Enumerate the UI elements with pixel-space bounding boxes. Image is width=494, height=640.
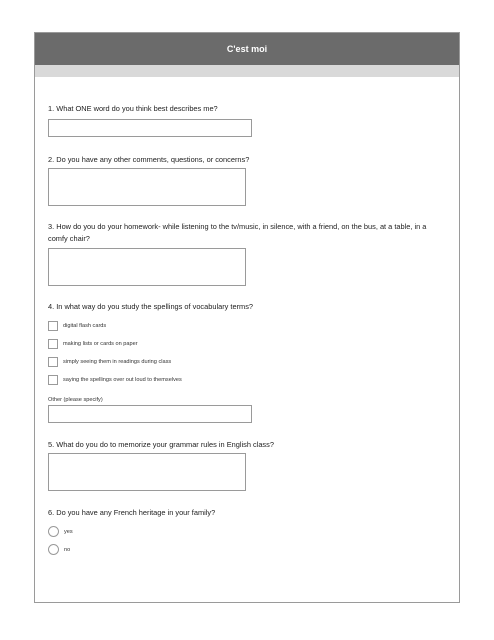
question-4-text: In what way do you study the spellings of vocabulary terms?: [56, 302, 254, 311]
question-3-textarea[interactable]: [48, 248, 246, 286]
question-1: [48, 103, 443, 115]
header-subbar: [35, 65, 459, 77]
question-2-number: 2.: [48, 155, 55, 164]
question-6-option-no[interactable]: [48, 544, 70, 555]
option-label: digital flash cards: [63, 323, 107, 329]
question-5-number: 5.: [48, 440, 55, 449]
question-1-input[interactable]: [48, 119, 252, 137]
question-4-option-4[interactable]: [48, 375, 182, 385]
question-5-text: What do you do to memorize your grammar rules in English class?: [56, 440, 274, 449]
question-4: [48, 301, 443, 313]
checkbox[interactable]: [48, 339, 58, 349]
question-2-text: Do you have any other comments, questions, or concerns?: [56, 155, 250, 164]
question-4-option-2[interactable]: [48, 339, 138, 349]
option-label: simply seeing them in readings during class: [63, 359, 172, 365]
question-2: [48, 154, 443, 166]
question-4-other-label: Other (please specify): [48, 397, 103, 403]
survey-title: C'est moi: [226, 44, 268, 54]
checkbox[interactable]: [48, 375, 58, 385]
checkbox[interactable]: [48, 321, 58, 331]
question-3-number: 3.: [48, 222, 55, 231]
option-label: making lists or cards on paper: [63, 341, 138, 347]
question-3-text: How do you do your homework- while listening to the tv/music, in silence, with a friend, on the bus, at a table, in a comfy chair?: [48, 222, 427, 243]
question-5-textarea[interactable]: [48, 453, 246, 491]
question-4-option-3[interactable]: [48, 357, 171, 367]
question-6-text: Do you have any French heritage in your family?: [56, 508, 216, 517]
question-2-textarea[interactable]: [48, 168, 246, 206]
checkbox[interactable]: [48, 357, 58, 367]
question-6-option-yes[interactable]: [48, 526, 73, 537]
option-label: saying the spellings over out loud to themselves: [63, 377, 182, 383]
question-4-option-1[interactable]: [48, 321, 106, 331]
radio-button[interactable]: [48, 526, 59, 537]
option-label: no: [64, 546, 71, 553]
question-3: [48, 221, 443, 245]
question-4-other-input[interactable]: [48, 405, 252, 423]
question-5: [48, 439, 443, 451]
question-1-text: What ONE word do you think best describes me?: [56, 104, 218, 113]
question-6-number: 6.: [48, 508, 55, 517]
radio-button[interactable]: [48, 544, 59, 555]
survey-header: [35, 33, 459, 65]
question-6: [48, 507, 443, 519]
question-1-number: 1.: [48, 104, 55, 113]
option-label: yes: [64, 528, 73, 535]
survey-form: [34, 32, 460, 603]
question-4-number: 4.: [48, 302, 55, 311]
